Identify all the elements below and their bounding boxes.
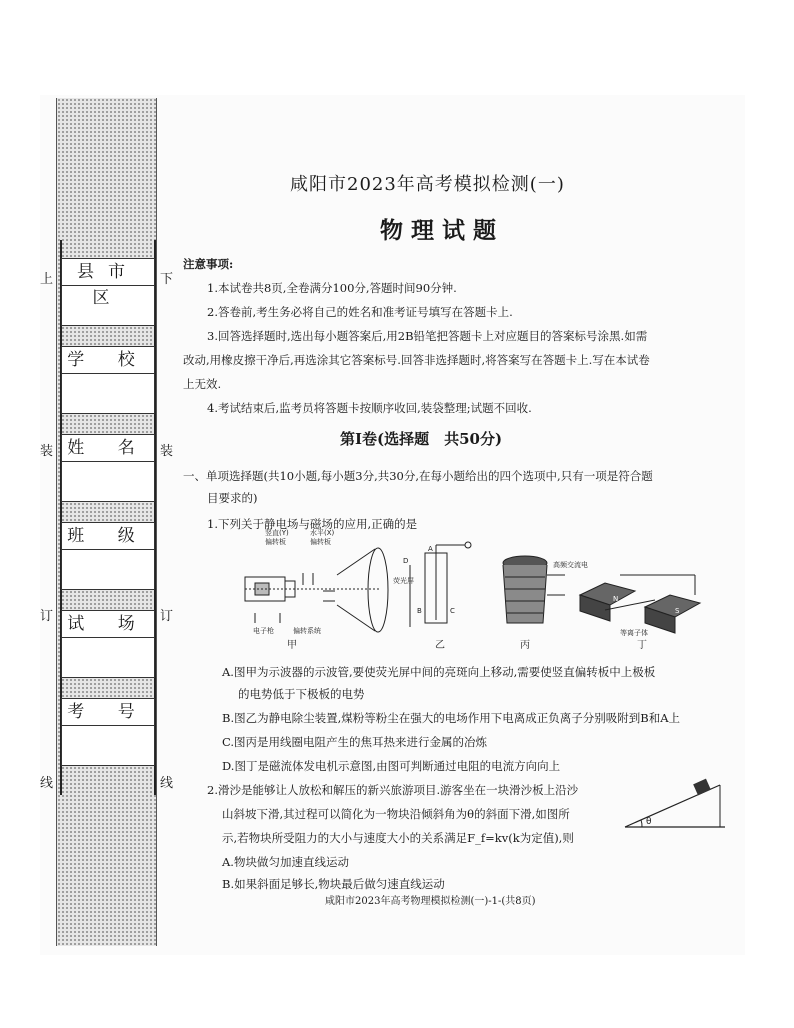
q1-option-d: D.图丁是磁流体发电机示意图,由图可判断通过电阻的电流方向向上 — [222, 759, 561, 773]
label-vertical-plate-2: 偏转板 — [265, 538, 286, 546]
label-yi: 乙 — [435, 640, 445, 651]
note-3-cont: 改动,用橡皮擦干净后,再选涂其它答案标号.回答非选择题时,将答案写在答题卡上.写在本试卷 — [183, 353, 650, 367]
field-class[interactable] — [61, 522, 155, 590]
notes-heading: 注意事项: — [183, 257, 234, 271]
field-name[interactable] — [61, 434, 155, 502]
exam-title: 咸阳市2023年高考模拟检测(一) — [290, 174, 565, 195]
field-room[interactable] — [61, 610, 155, 678]
label-plasma: 等离子体 — [620, 629, 648, 637]
figure-yi — [403, 542, 471, 651]
label-A: A — [428, 545, 433, 553]
field-school-label: 学 校 — [62, 347, 154, 374]
field-class-label: 班 级 — [62, 523, 154, 550]
bind-char-left-3: 订 — [40, 609, 54, 624]
label-S: S — [675, 607, 680, 615]
field-county[interactable] — [61, 258, 155, 326]
q2-option-a: A.物块做匀加速直线运动 — [222, 855, 349, 869]
note-3: 3.回答选择题时,选出每小题答案后,用2B铅笔把答题卡上对应题目的答案标号涂黑.如需 — [207, 329, 648, 343]
label-D: D — [403, 557, 409, 565]
label-B: B — [417, 607, 422, 615]
bind-char-left-2: 装 — [40, 444, 54, 459]
label-hf: 高频交流电 — [553, 561, 588, 569]
part1-instructions: 一、单项选择题(共10小题,每小题3分,共30分,在每小题给出的四个选项中,只有一项是符合题 — [183, 469, 653, 483]
figure-jia — [245, 528, 414, 651]
label-horizontal-plate: 水平(X) — [310, 529, 335, 537]
q1-figures — [225, 529, 725, 655]
label-bing: 丙 — [520, 640, 530, 651]
q2-line-1: 2.滑沙是能够让人放松和解压的新兴旅游项目.游客坐在一块滑沙板上沿沙 — [207, 783, 579, 797]
label-gun: 电子枪 — [253, 627, 274, 635]
figure-bing — [503, 556, 588, 651]
section-title: 第Ⅰ卷(选择题 共50分) — [340, 430, 503, 448]
bind-char-right-3: 订 — [160, 609, 174, 624]
field-number-label: 考 号 — [62, 699, 154, 726]
part1-instructions-cont: 目要求的) — [207, 491, 258, 505]
angle-theta-label: θ — [646, 817, 652, 827]
field-room-label: 试 场 — [62, 611, 154, 638]
label-screen: 荧光屏 — [393, 577, 414, 585]
q2-line-3: 示,若物块所受阻力的大小与速度大小的关系满足F_f=kv(k为定值),则 — [222, 831, 574, 845]
label-vertical-plate: 竖直(Y) — [265, 529, 289, 537]
note-1: 1.本试卷共8页,全卷满分100分,答题时间90分钟. — [207, 281, 457, 295]
label-horizontal-plate-2: 偏转板 — [310, 538, 331, 546]
field-number[interactable] — [61, 698, 155, 766]
bind-char-right-2: 装 — [160, 444, 174, 459]
figure-ding — [580, 575, 700, 651]
field-school[interactable] — [61, 346, 155, 414]
q2-option-b: B.如果斜面足够长,物块最后做匀速直线运动 — [222, 877, 445, 891]
bind-char-left-1: 上 — [40, 272, 54, 287]
q1-option-c: C.图丙是用线圈电阻产生的焦耳热来进行金属的冶炼 — [222, 735, 488, 749]
field-county-label: 县市区 — [62, 259, 154, 286]
subject-title: 物理试题 — [380, 217, 504, 244]
label-ding: 丁 — [637, 640, 647, 651]
field-name-label: 姓 名 — [62, 435, 154, 462]
q1-option-a-cont: 的电势低于下极板的电势 — [238, 687, 365, 701]
bind-char-right-4: 线 — [160, 776, 174, 791]
q1-option-a: A.图甲为示波器的示波管,要使荧光屏中间的亮斑向上移动,需要使竖直偏转板中上极板 — [222, 665, 656, 679]
label-jia: 甲 — [287, 640, 297, 651]
note-3-end: 上无效. — [183, 377, 222, 391]
page-footer: 咸阳市2023年高考物理模拟检测(一)-1-(共8页) — [325, 896, 536, 907]
q2-line-2: 山斜坡下滑,其过程可以简化为一物块沿倾斜角为θ的斜面下滑,如图所 — [222, 807, 570, 821]
label-C: C — [450, 607, 455, 615]
q1-stem: 1.下列关于静电场与磁场的应用,正确的是 — [207, 517, 418, 531]
note-4: 4.考试结束后,监考员将答题卡按顺序收回,装袋整理;试题不回收. — [207, 401, 532, 415]
label-N: N — [613, 595, 619, 603]
note-2: 2.答卷前,考生务必将自己的姓名和准考证号填写在答题卡上. — [207, 305, 513, 319]
q2-incline-figure — [620, 775, 732, 835]
bind-char-left-4: 线 — [40, 776, 54, 791]
bind-char-right-1: 下 — [160, 272, 174, 287]
q1-option-b: B.图乙为静电除尘装置,煤粉等粉尘在强大的电场作用下电离成正负离子分别吸附到B和A上 — [222, 711, 681, 725]
label-system: 偏转系统 — [293, 627, 321, 635]
